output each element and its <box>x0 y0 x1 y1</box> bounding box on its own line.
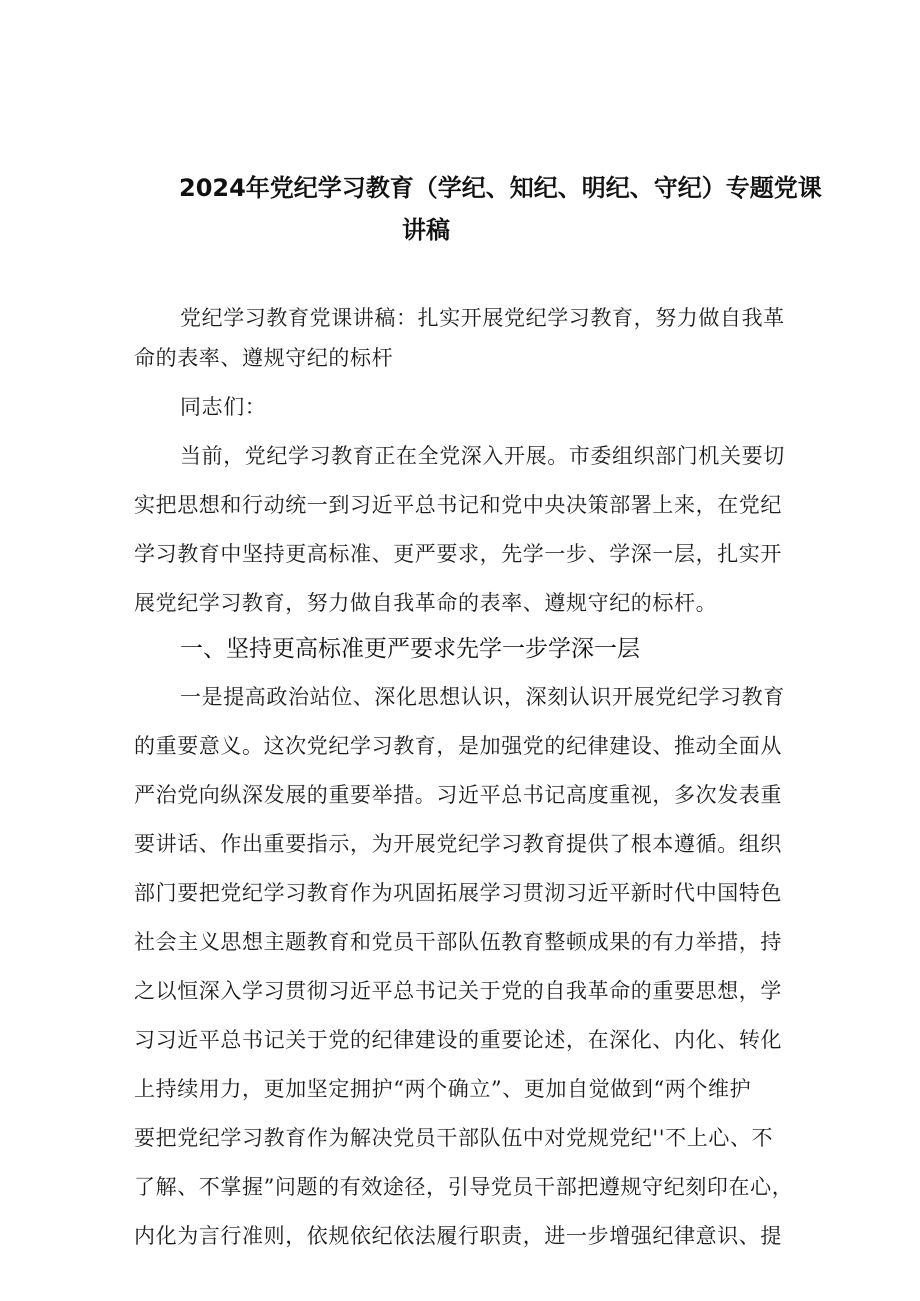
intro-paragraph-line: 当前，党纪学习教育正在全党深入开展。市委组织部门机关要切 <box>180 444 785 468</box>
salutation: 同志们： <box>180 395 267 419</box>
body-paragraph-line: 要讲话、作出重要指示，为开展党纪学习教育提供了根本遵循。组织 <box>134 832 782 856</box>
body-paragraph-line: 要把党纪学习教育作为解决党员干部队伍中对党规党纪''不上心、不 <box>134 1126 774 1150</box>
intro-paragraph-line: 展党纪学习教育，努力做自我革命的表率、遵规守纪的标杆。 <box>134 591 718 615</box>
body-paragraph-line: 部门要把党纪学习教育作为巩固拓展学习贯沏习近平新时代中国特色 <box>134 881 782 905</box>
document-title-line2: 讲稿 <box>402 216 450 244</box>
subtitle-line1: 党纪学习教育党课讲稿：扎实开展党纪学习教育，努力做自我革 <box>180 306 785 330</box>
section-heading: 一、坚持更高标准更严要求先学一步学深一层 <box>180 636 640 662</box>
body-paragraph-line: 社会主义思想主题教育和党员干部队伍教育整顿成果的有力举措，持 <box>134 930 782 954</box>
intro-paragraph-line: 实把思想和行动统一到习近平总书记和党中央决策部署上来，在党纪 <box>134 493 782 517</box>
body-paragraph-line: 了解、不掌握”问题的有效途径，引导党员干部把遵规守纪刻印在心， <box>134 1175 794 1199</box>
body-paragraph-line: 习习近平总书记关于党的纪律建设的重要论述，在深化、内化、转化 <box>134 1028 782 1052</box>
body-paragraph-line: 之以恒深入学习贯彻习近平总书记关于党的自我革命的重要思想，学 <box>134 979 782 1003</box>
body-paragraph-line: 严治党向纵深发展的重要举措。习近平总书记高度重视，多次发表重 <box>134 783 782 807</box>
body-paragraph-line: 的重要意义。这次党纪学习教育，是加强党的纪律建设、推动全面从 <box>134 734 782 758</box>
body-paragraph-line: 一是提高政治站位、深化思想认识，深刻认识开展党纪学习教育 <box>180 685 785 709</box>
body-paragraph-line: 上持续用力，更加坚定拥护“两个确立”、更加自觉做到“两个维护 <box>134 1077 752 1101</box>
document-title-line1: 2024年党纪学习教育（学纪、知纪、明纪、守纪）专题党课 <box>179 174 822 202</box>
subtitle-line2: 命的表率、遵规守纪的标杆 <box>134 346 394 370</box>
intro-paragraph-line: 学习教育中坚持更高标准、更严要求，先学一步、学深一层，扎实开 <box>134 542 782 566</box>
body-paragraph-line: 内化为言行准则，依规依纪依法履行职责，进一步增强纪律意识、提 <box>134 1224 782 1248</box>
